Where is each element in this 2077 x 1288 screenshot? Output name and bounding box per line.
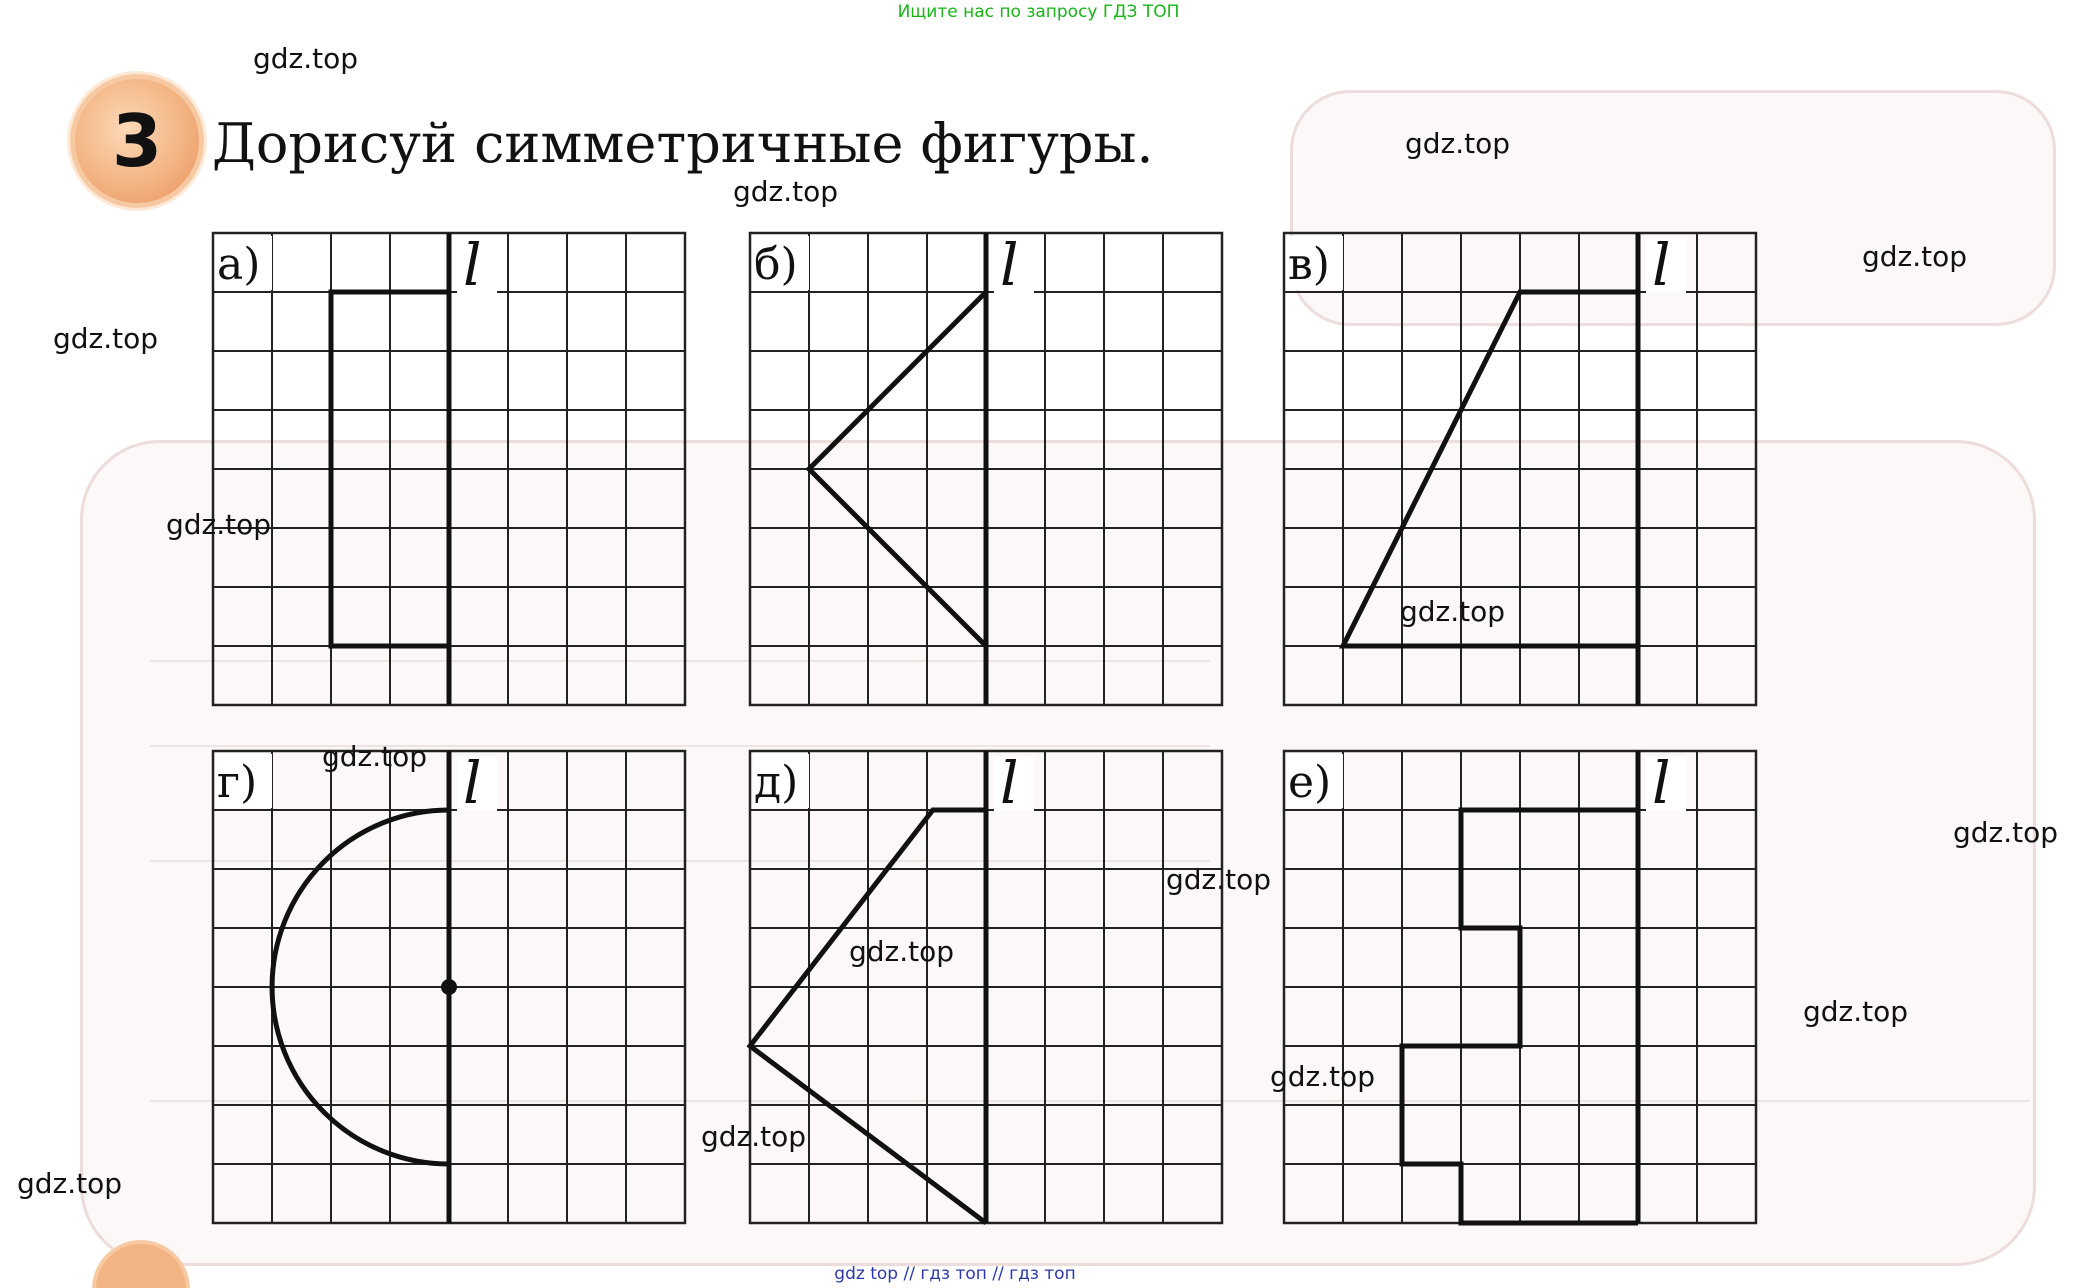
watermark: gdz.top [322, 740, 428, 773]
axis-label: l [463, 749, 482, 817]
watermark: gdz.top [17, 1167, 123, 1200]
grid-panel-g [213, 751, 725, 1233]
watermark: gdz.top [1953, 816, 2059, 849]
watermark: gdz.top [53, 322, 159, 355]
watermark: gdz.top [1862, 240, 1968, 273]
watermark: gdz.top [701, 1120, 807, 1153]
grid-panel-v [1284, 233, 1796, 715]
watermark: gdz.top [1166, 863, 1272, 896]
axis-label: l [1000, 231, 1019, 299]
panel-label: в) [1288, 239, 1330, 290]
watermark: gdz.top [166, 508, 272, 541]
panel-label: д) [754, 757, 799, 808]
watermark: gdz.top [733, 175, 839, 208]
search-banner: Ищите нас по запросу ГДЗ ТОП [897, 2, 1180, 22]
grid-panel-e [1284, 751, 1796, 1233]
grid-panel-d [750, 751, 1262, 1233]
grid-panel-b [750, 233, 1262, 715]
axis-label: l [1652, 231, 1671, 299]
watermark: gdz.top [1803, 995, 1909, 1028]
grid-panel-a [213, 233, 725, 715]
task-instruction: Дорисуй симметричные фигуры. [212, 112, 1154, 175]
watermark: gdz.top [849, 935, 955, 968]
watermark: gdz.top [1400, 595, 1506, 628]
axis-label: l [1000, 749, 1019, 817]
axis-label: l [1652, 749, 1671, 817]
panel-label: е) [1288, 757, 1332, 808]
watermark: gdz.top [253, 42, 359, 75]
panel-label: г) [217, 757, 258, 808]
panel-label: а) [217, 239, 261, 290]
task-number: 3 [111, 99, 163, 183]
axis-label: l [463, 231, 482, 299]
watermark: gdz.top [1270, 1060, 1376, 1093]
panel-label: б) [754, 239, 798, 290]
watermark: gdz.top [1405, 127, 1511, 160]
bleed-through-line [150, 745, 1210, 747]
footer-caption: gdz top // гдз топ // гдз топ [834, 1264, 1076, 1284]
task-number-badge [70, 74, 204, 208]
